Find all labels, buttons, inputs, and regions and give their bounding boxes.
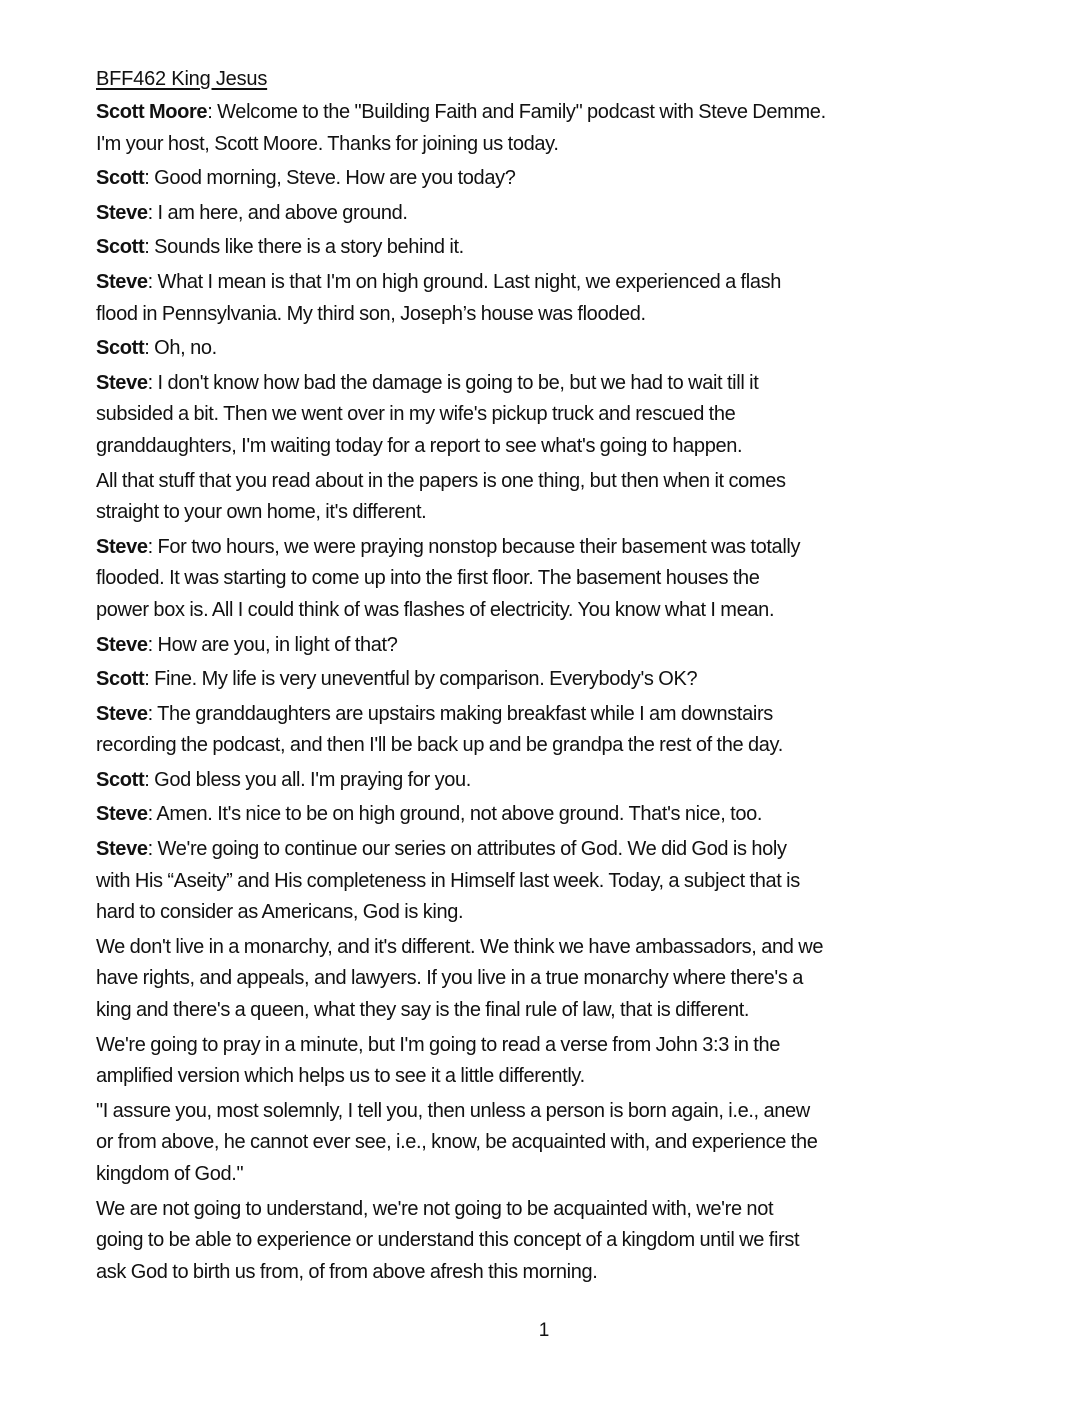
paragraph-line	[96, 497, 1006, 529]
line-text: ask God to birth us from, of from above afresh this morning.	[96, 1260, 598, 1283]
paragraph-line	[96, 699, 1006, 731]
speaker-name: Steve	[96, 371, 148, 394]
transcript-paragraph	[96, 97, 1006, 160]
paragraph-line	[96, 163, 1006, 195]
paragraph-line	[96, 595, 1006, 627]
speaker-name: Steve	[96, 270, 148, 293]
transcript-paragraph	[96, 163, 1006, 195]
speaker-name: Scott	[96, 768, 145, 791]
speaker-name: Steve	[96, 201, 148, 224]
line-text: kingdom of God."	[96, 1163, 244, 1185]
line-text: : Good morning, Steve. How are you today?	[144, 167, 516, 190]
paragraph-line	[96, 232, 1006, 264]
line-text: : Sounds like there is a story behind it.	[144, 236, 464, 259]
speaker-name: Steve	[96, 838, 148, 861]
paragraph-line	[96, 129, 1006, 161]
line-text: : Amen. It's nice to be on high ground, not above ground. That's nice, too.	[147, 803, 763, 826]
speaker-name: Steve	[96, 702, 148, 725]
paragraph-line	[96, 1159, 1006, 1191]
transcript-paragraph	[96, 799, 1006, 831]
paragraph-line	[96, 1127, 1006, 1159]
paragraph-line	[96, 866, 1006, 898]
paragraph-line	[96, 897, 1006, 929]
speaker-name: Steve	[96, 803, 148, 826]
paragraph-line	[96, 333, 1006, 365]
paragraph-line	[96, 532, 1006, 564]
line-text: : Fine. My life is very uneventful by comparison. Everybody's OK?	[144, 668, 698, 691]
line-text: : What I mean is that I'm on high ground. Last night, we experienced a flash	[147, 270, 782, 293]
paragraph-line	[96, 995, 1006, 1027]
transcript-paragraph	[96, 765, 1006, 797]
line-text: recording the podcast, and then I'll be back up and be grandpa the rest of the day.	[96, 734, 783, 757]
paragraph-line	[96, 368, 1006, 400]
paragraph-line	[96, 799, 1006, 831]
transcript-paragraph	[96, 532, 1006, 627]
paragraph-line	[96, 1030, 1006, 1062]
paragraph-line	[96, 1194, 1006, 1226]
line-text: We are not going to understand, we're not going to be acquainted with, we're not	[96, 1197, 774, 1220]
transcript-paragraph	[96, 333, 1006, 365]
paragraph-line	[96, 267, 1006, 299]
line-text: We don't live in a monarchy, and it's different. We think we have ambassadors, and we	[96, 935, 824, 958]
paragraph-line	[96, 664, 1006, 696]
speaker-name: Scott Moore	[96, 101, 208, 123]
paragraph-line	[96, 431, 1006, 463]
document-title: BFF462 King Jesus	[96, 68, 268, 90]
line-text: : I am here, and above ground.	[147, 201, 408, 224]
paragraph-line	[96, 399, 1006, 431]
paragraph-line	[96, 563, 1006, 595]
transcript-paragraph	[96, 699, 1006, 762]
line-text: king and there's a queen, what they say is the final rule of law, that is different.	[96, 999, 750, 1022]
line-text: straight to your own home, it's different.	[96, 501, 427, 524]
line-text: or from above, he cannot ever see, i.e., know, be acquainted with, and experience the	[96, 1131, 818, 1154]
line-text: : The granddaughters are upstairs making breakfast while I am downstairs	[147, 702, 773, 725]
line-text: : Oh, no.	[144, 337, 217, 360]
line-text: : God bless you all. I'm praying for you.	[144, 768, 472, 791]
paragraph-line	[96, 834, 1006, 866]
transcript-paragraph	[96, 1096, 1006, 1191]
transcript-body	[96, 97, 1006, 1288]
line-text: "I assure you, most solemnly, I tell you, then unless a person is born again, i.e., anew	[96, 1099, 810, 1122]
transcript-paragraph	[96, 1194, 1006, 1289]
line-text: going to be able to experience or understand this concept of a kingdom until we first	[96, 1229, 800, 1252]
speaker-name: Steve	[96, 535, 148, 558]
line-text: : For two hours, we were praying nonstop because their basement was totally	[147, 535, 801, 558]
paragraph-line	[96, 1225, 1006, 1257]
transcript-paragraph	[96, 1030, 1006, 1093]
paragraph-line	[96, 630, 1006, 662]
transcript-paragraph	[96, 198, 1006, 230]
paragraph-line	[96, 963, 1006, 995]
line-text: have rights, and appeals, and lawyers. If you live in a true monarchy where there's a	[96, 967, 803, 990]
line-text: All that stuff that you read about in the papers is one thing, but then when it comes	[96, 469, 786, 492]
speaker-name: Scott	[96, 236, 145, 259]
speaker-name: Scott	[96, 668, 145, 691]
line-text: granddaughters, I'm waiting today for a report to see what's going to happen.	[96, 434, 743, 457]
transcript-page	[96, 64, 1006, 1291]
line-text: : I don't know how bad the damage is going to be, but we had to wait till it	[147, 371, 759, 394]
transcript-paragraph	[96, 664, 1006, 696]
line-text: : We're going to continue our series on attributes of God. We did God is holy	[147, 838, 787, 861]
page-number: 1	[538, 1320, 550, 1341]
paragraph-line	[96, 1061, 1006, 1093]
transcript-paragraph	[96, 368, 1006, 463]
line-text: amplified version which helps us to see it a little differently.	[96, 1065, 585, 1088]
paragraph-line	[96, 198, 1006, 230]
line-text: with His “Aseity” and His completeness in Himself last week. Today, a subject that is	[96, 869, 800, 892]
transcript-paragraph	[96, 834, 1006, 929]
paragraph-line	[96, 299, 1006, 331]
paragraph-line	[96, 97, 1006, 129]
transcript-paragraph	[96, 932, 1006, 1027]
transcript-paragraph	[96, 232, 1006, 264]
line-text: I'm your host, Scott Moore. Thanks for joining us today.	[96, 132, 559, 155]
speaker-name: Scott	[96, 337, 145, 360]
line-text: flooded. It was starting to come up into the first floor. The basement houses the	[96, 567, 760, 590]
line-text: : How are you, in light of that?	[147, 633, 398, 656]
speaker-name: Steve	[96, 633, 148, 656]
line-text: flood in Pennsylvania. My third son, Joseph’s house was flooded.	[96, 302, 646, 325]
line-text: We're going to pray in a minute, but I'm going to read a verse from John 3:3 in the	[96, 1033, 781, 1056]
paragraph-line	[96, 466, 1006, 498]
transcript-paragraph	[96, 630, 1006, 662]
speaker-name: Scott	[96, 167, 145, 190]
paragraph-line	[96, 932, 1006, 964]
paragraph-line	[96, 730, 1006, 762]
transcript-paragraph	[96, 267, 1006, 330]
transcript-paragraph	[96, 466, 1006, 529]
line-text: : Welcome to the "Building Faith and Family" podcast with Steve Demme.	[207, 101, 826, 123]
paragraph-line	[96, 765, 1006, 797]
paragraph-line	[96, 1096, 1006, 1128]
line-text: power box is. All I could think of was flashes of electricity. You know what I mean.	[96, 598, 775, 621]
line-text: subsided a bit. Then we went over in my wife's pickup truck and rescued the	[96, 403, 736, 426]
line-text: hard to consider as Americans, God is king.	[96, 901, 464, 924]
paragraph-line	[96, 1257, 1006, 1289]
